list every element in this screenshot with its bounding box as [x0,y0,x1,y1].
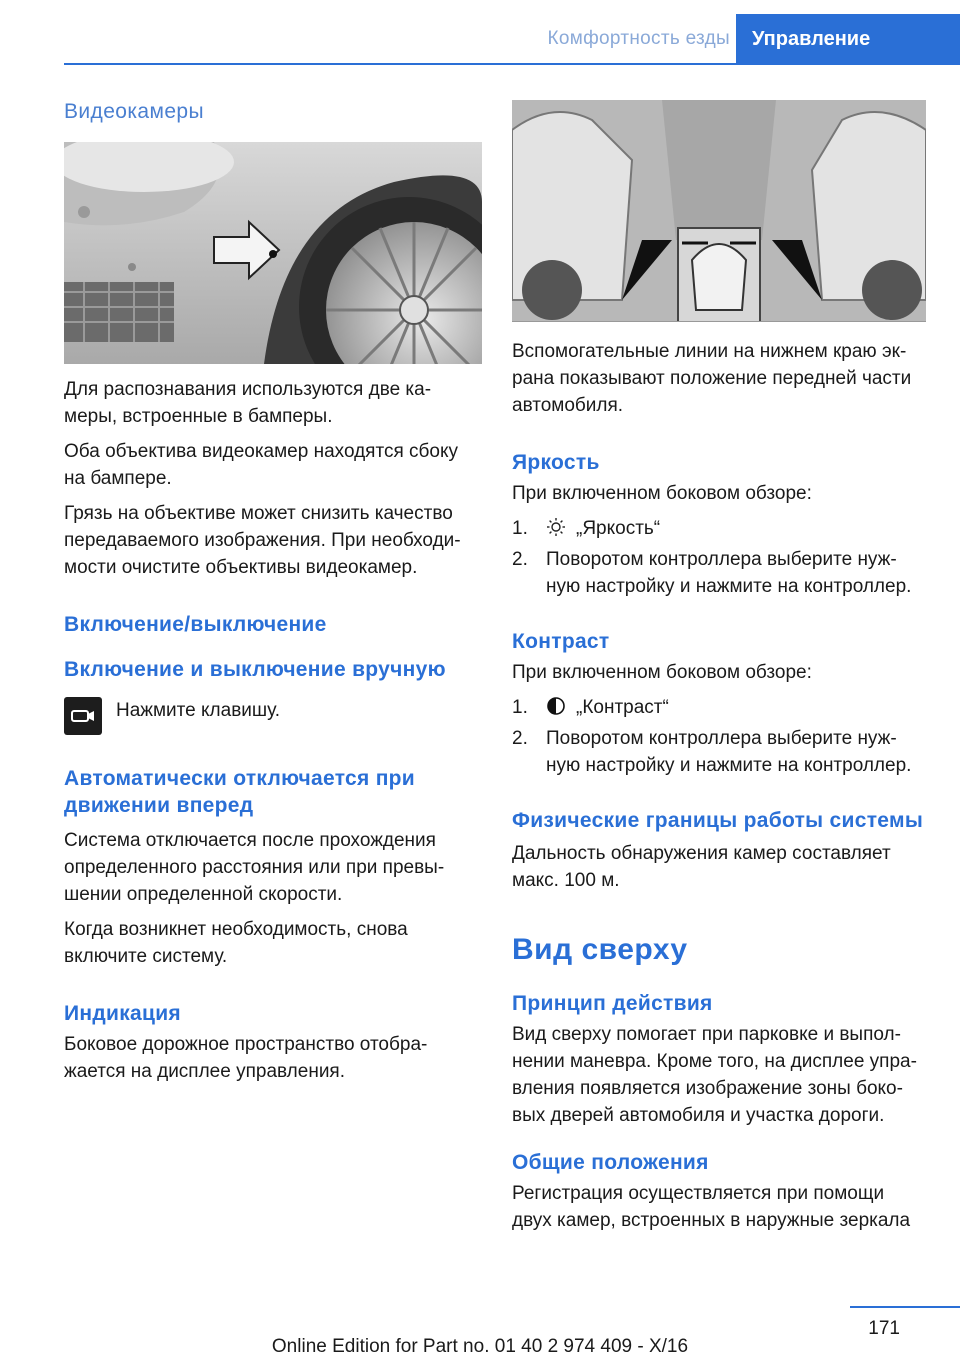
auto-off-paragraph-1: Система отключается после прохождения определенного расстояния или при превы‐шении определенной скорости. [64,830,445,905]
general-paragraph: Регистрация осуществляется при помощи двух камер, встроенных в наружные зеркала [512,1183,911,1231]
step-number: 1. [512,518,528,539]
header-rule [64,63,960,65]
list-item [512,694,926,721]
cameras-paragraph-3: Грязь на объективе может снизить качество передаваемого изображения. При необходи‐мости очистите объективы видеокамер. [64,503,461,578]
list-item [512,546,926,600]
press-key-row [64,697,482,735]
step-number: 2. [512,728,528,749]
footer-rule [850,1306,960,1308]
heading-contrast: Контраст [512,630,610,653]
step-text: „Яркость“ [576,518,661,539]
step-text: „Контраст“ [576,697,669,718]
contrast-half-circle-icon [546,696,566,716]
heading-brightness: Яркость [512,451,600,474]
heading-limits: Физические границы работы системы [512,809,924,832]
side-view-display-illustration [512,100,926,322]
heading-principle: Принцип действия [512,992,713,1015]
brightness-sun-icon [546,517,566,537]
auto-off-paragraph-2: Когда возникнет необходимость, снова включите систему. [64,919,408,967]
step-text: Поворотом контроллера выберите нуж‐ную настройку и нажмите на контроллер. [546,728,912,776]
step-number: 2. [512,549,528,570]
cameras-paragraph-2: Оба объектива видеокамер находятся сбоку на бампере. [64,441,458,489]
limits-paragraph: Дальность обнаружения камер составляет макс. 100 м. [512,843,891,891]
step-number: 1. [512,697,528,718]
right-column [512,100,926,1234]
list-item [512,515,926,542]
heading-manual: Включение и выключение вручную [64,658,446,681]
footer-edition: Online Edition for Part no. 01 40 2 974 409 - X/16 [271,1336,689,1357]
header-chapter-tab: Управление [736,14,960,64]
heading-display: Индикация [64,1002,181,1025]
page-number: 171 [868,1318,900,1339]
display-caption: Вспомогательные линии на нижнем краю эк‐рана показывают положение передней части автомобиля. [512,341,912,416]
heading-on-off: Включение/выключение [64,613,327,636]
press-key-text: Нажмите клавишу. [116,700,281,721]
header-section-title: Комфортность езды [547,28,730,49]
heading-general: Общие положения [512,1151,709,1174]
brightness-intro: При включенном боковом обзоре: [512,483,812,504]
brightness-steps [512,515,926,600]
cameras-paragraph-1: Для распознавания используются две ка‐меры, встроенные в бамперы. [64,379,432,427]
section-title-cameras: Видеокамеры [64,100,204,123]
left-column [64,100,482,1085]
side-view-camera-key-icon [64,697,102,735]
principle-paragraph: Вид сверху помогает при парковке и выпол‐нении маневра. Кроме того, на дисплее упра‐вления появляется изображение зоны боко‐вых дверей автомобиля и участка дороги. [512,1024,917,1126]
contrast-intro: При включенном боковом обзоре: [512,662,812,683]
heading-auto-off: Автоматически отключается при движении вперед [64,767,416,817]
display-paragraph: Боковое дорожное пространство отобра‐жается на дисплее управления. [64,1034,428,1082]
bumper-camera-illustration [64,142,482,364]
heading-top-view: Вид сверху [512,933,688,966]
contrast-steps [512,694,926,779]
list-item [512,725,926,779]
step-text: Поворотом контроллера выберите нуж‐ную настройку и нажмите на контроллер. [546,549,912,597]
